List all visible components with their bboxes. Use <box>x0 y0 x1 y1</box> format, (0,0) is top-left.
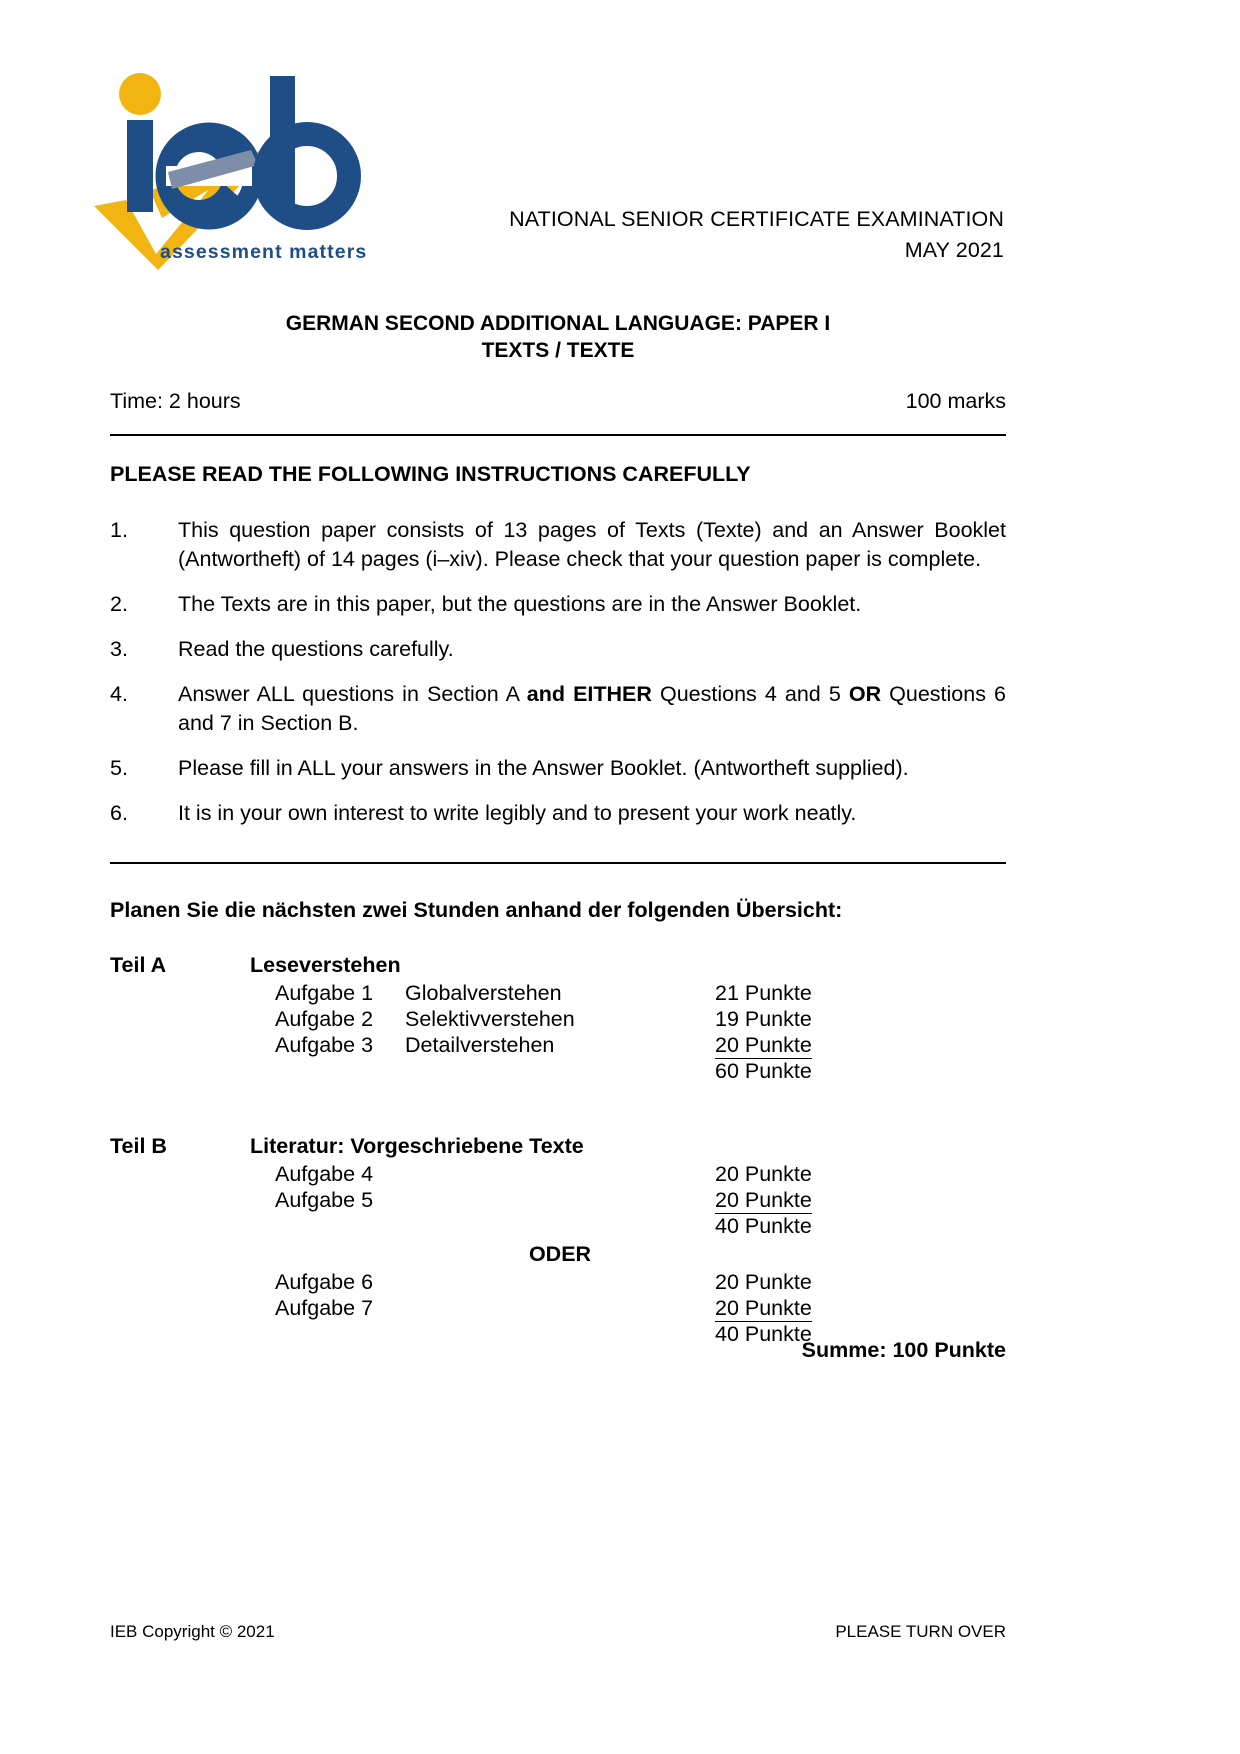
task-points: 20 Punkte <box>715 1188 812 1212</box>
spacer <box>110 1058 715 1084</box>
overview-row <box>110 1006 1010 1032</box>
instruction-number: 2. <box>110 592 128 616</box>
teil-b-total-first: 40 Punkte <box>715 1214 812 1238</box>
task-label: Aufgabe 2 <box>275 1007 374 1031</box>
instruction-text: Answer ALL questions in Section A and EITHER Questions 4 and 5 OR Questions 6 and 7 in Section B. <box>178 682 1006 735</box>
instruction-text: Read the questions carefully. <box>178 637 454 661</box>
instruction-number: 6. <box>110 801 128 825</box>
letter-i <box>127 120 153 212</box>
teil-b-total-second: 40 Punkte <box>715 1322 812 1346</box>
teil-b-header <box>110 1132 1010 1161</box>
task-label: Aufgabe 1 <box>275 981 374 1005</box>
instruction-text: Please fill in ALL your answers in the Answer Booklet. (Antwortheft supplied). <box>178 756 909 780</box>
instruction-number: 4. <box>110 682 128 706</box>
task-description: Globalverstehen <box>405 981 562 1005</box>
overview-row <box>110 1269 1010 1295</box>
task-label: Aufgabe 7 <box>275 1296 374 1320</box>
task-points: 20 Punkte <box>715 1033 812 1057</box>
section-gap <box>110 1084 1010 1132</box>
overview-table <box>110 951 1010 1347</box>
teil-a-total-row <box>110 1058 1010 1084</box>
instructions-heading: PLEASE READ THE FOLLOWING INSTRUCTIONS CAREFULLY <box>110 462 751 486</box>
spacer <box>110 1213 715 1239</box>
copyright-notice: IEB Copyright © 2021 <box>110 1622 275 1641</box>
overview-row <box>110 1161 1010 1187</box>
divider-top <box>110 434 1006 436</box>
marks-label: 100 marks <box>905 389 1006 413</box>
instruction-number: 3. <box>110 637 128 661</box>
instruction-item <box>110 516 1006 574</box>
task-label: Aufgabe 5 <box>275 1188 374 1212</box>
instruction-item <box>110 754 1006 783</box>
task-label: Aufgabe 3 <box>275 1033 374 1057</box>
instruction-number: 5. <box>110 756 128 780</box>
task-points: 19 Punkte <box>715 1007 812 1031</box>
instruction-item <box>110 635 1006 664</box>
ieb-logo-graphic <box>88 58 378 273</box>
instruction-text: The Texts are in this paper, but the questions are in the Answer Booklet. <box>178 592 862 616</box>
letter-b <box>265 76 349 218</box>
time-and-marks <box>110 389 1006 414</box>
total-summe: Summe: 100 Punkte <box>801 1338 1006 1362</box>
task-description: Selektivverstehen <box>405 1007 575 1031</box>
instructions-list <box>110 516 1006 844</box>
ieb-logo <box>88 58 378 273</box>
divider-middle <box>110 862 1006 864</box>
overview-heading: Planen Sie die nächsten zwei Stunden anhand der folgenden Übersicht: <box>110 898 843 922</box>
instruction-text: It is in your own interest to write legibly and to present your work neatly. <box>178 801 857 825</box>
exam-date: MAY 2021 <box>904 238 1004 262</box>
instruction-text: This question paper consists of 13 pages of Texts (Texte) and an Answer Booklet (Antwortheft) of 14 pages (i–xiv). Please check that your question paper is complete. <box>178 518 1006 571</box>
instruction-item <box>110 680 1006 738</box>
task-label: Aufgabe 6 <box>275 1270 374 1294</box>
oder-label: ODER <box>528 1242 592 1266</box>
logo-tagline: assessment matters <box>160 241 368 263</box>
page-footer <box>110 1622 1006 1642</box>
instruction-item <box>110 590 1006 619</box>
overview-row <box>110 980 1010 1006</box>
paper-title-line1: GERMAN SECOND ADDITIONAL LANGUAGE: PAPER I <box>285 312 831 335</box>
teil-a-total: 60 Punkte <box>715 1059 812 1083</box>
instruction-number: 1. <box>110 518 128 542</box>
task-points: 20 Punkte <box>715 1296 812 1320</box>
page-header <box>0 0 1240 290</box>
overview-row <box>110 1187 1010 1213</box>
teil-b-title: Literatur: Vorgeschriebene Texte <box>250 1134 584 1158</box>
turn-over-notice: PLEASE TURN OVER <box>835 1622 1006 1641</box>
exam-authority-line1: NATIONAL SENIOR CERTIFICATE EXAMINATION <box>509 207 1004 231</box>
task-points: 20 Punkte <box>715 1162 812 1186</box>
overview-row <box>110 1032 1010 1058</box>
task-points: 20 Punkte <box>715 1270 812 1294</box>
overview-row <box>110 1295 1010 1321</box>
spacer <box>110 1239 405 1269</box>
task-description: Detailverstehen <box>405 1033 555 1057</box>
teil-a-title: Leseverstehen <box>250 953 401 977</box>
teil-a-header <box>110 951 1010 980</box>
instruction-item <box>110 799 1006 828</box>
i-dot-icon <box>119 73 161 115</box>
paper-title-line2: TEXTS / TEXTE <box>481 339 635 362</box>
task-label: Aufgabe 4 <box>275 1162 374 1186</box>
exam-authority <box>420 204 1004 266</box>
teil-b-label: Teil B <box>110 1134 167 1158</box>
oder-row <box>110 1239 1010 1269</box>
page-title <box>110 310 1006 364</box>
teil-a-label: Teil A <box>110 953 167 977</box>
teil-b-total-first-row <box>110 1213 1010 1239</box>
time-label: Time: 2 hours <box>110 389 241 413</box>
task-points: 21 Punkte <box>715 981 812 1005</box>
letter-e <box>158 132 258 220</box>
